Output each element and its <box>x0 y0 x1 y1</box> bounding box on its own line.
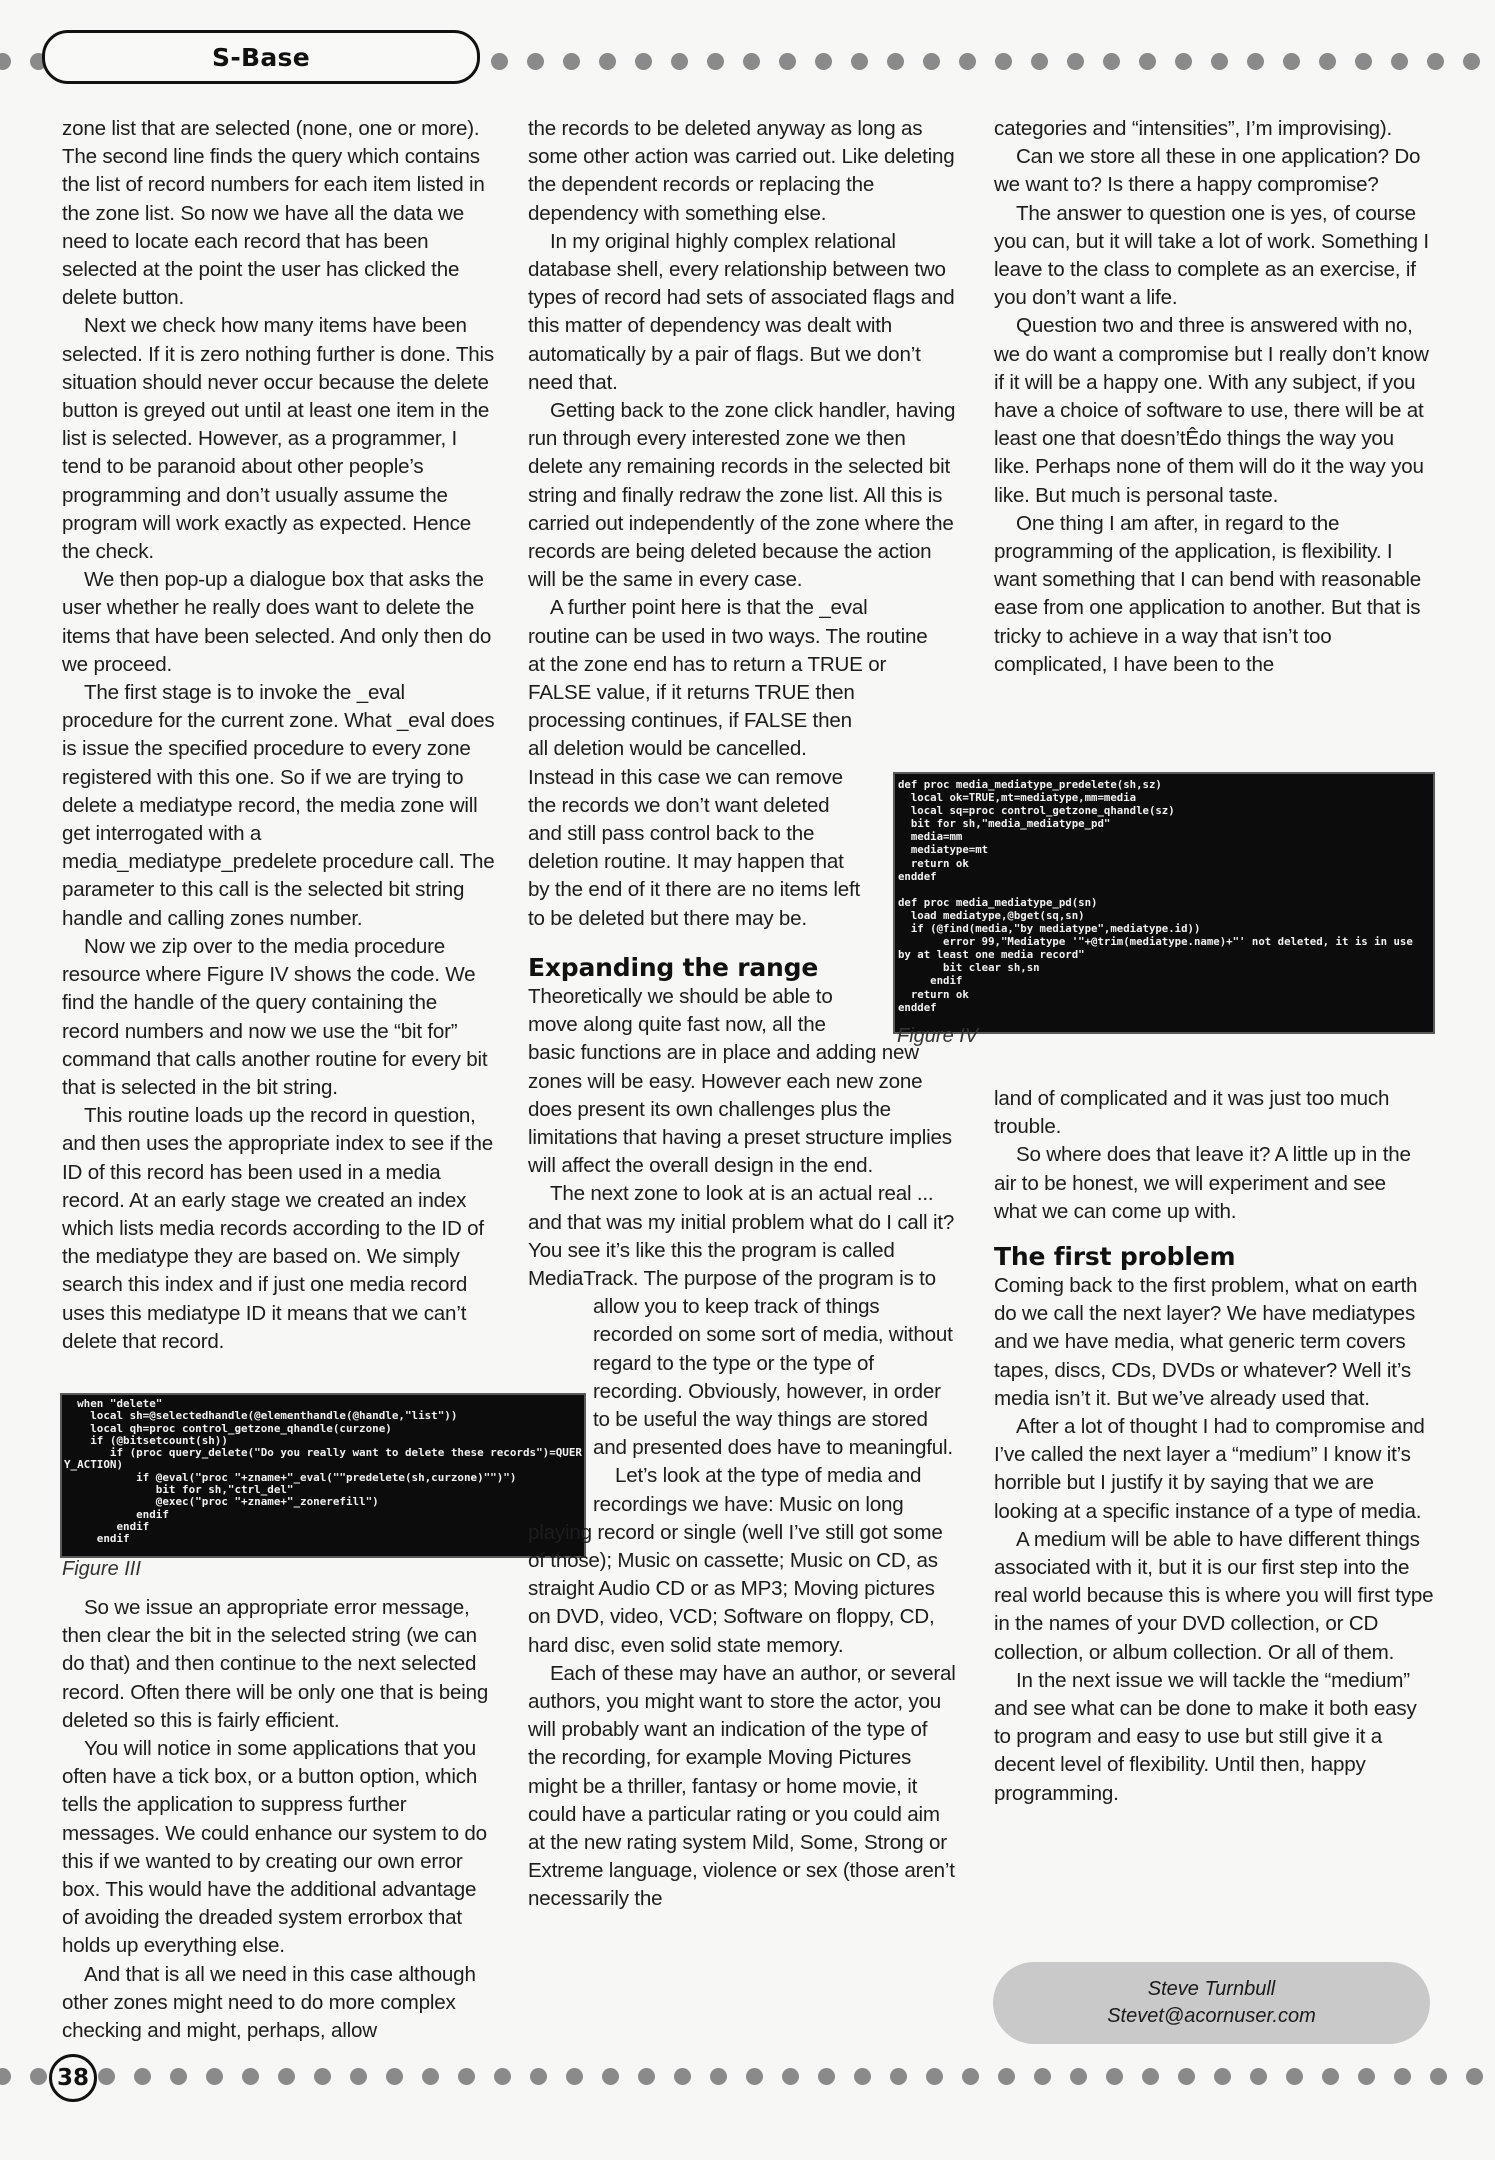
dot-ornament <box>1178 2068 1195 2085</box>
dot-ornament <box>98 2068 115 2085</box>
dot-ornament <box>1355 53 1372 70</box>
paragraph: The first stage is to invoke the _eval procedure for the current zone. What _eval does is issue the specified procedure to every zone registered with this one. So if we are trying to delete a mediatype record, the media zone will get interrogated with a media_mediatype_predelete procedure call. The parameter to this call is the selected bit string handle and calling zones number. <box>62 681 495 930</box>
dot-ornament <box>1286 2068 1303 2085</box>
code-line: bit for sh,"media_mediatype_pd" <box>898 817 1111 831</box>
dot-ornament <box>386 2068 403 2085</box>
dot-ornament <box>491 53 508 70</box>
text-line: at the zone end has to return a TRUE or <box>528 652 887 676</box>
text-line: the records we don’t want deleted <box>528 793 830 817</box>
indented-block-paragraph: allow you to keep track of things recorded on some sort of media, without regard to the type or the type of recording. Obviously, however, in order to be useful the way things are stored and presented does have to meaningful. <box>593 1295 953 1460</box>
dot-ornament <box>134 2068 151 2085</box>
left-column <box>62 115 497 1356</box>
code-line: endif <box>898 974 963 988</box>
lets-look-start: Let’s look at the type of media and <box>615 1464 922 1488</box>
text-line: by the end of it there are no items left <box>528 878 860 902</box>
code-line: local qh=proc control_getzone_qhandle(curzone) <box>64 1421 392 1435</box>
dot-ornament <box>926 2068 943 2085</box>
paragraph: A medium will be able to have different things associated with it, but it is our first step into the real world because this is where you will first type in the names of your DVD collection, or CD collection, or album collection. Or all of them. <box>994 1527 1434 1664</box>
paragraph: And that is all we need in this case although other zones might need to do more complex checking and might, perhaps, allow <box>62 1962 476 2043</box>
code-line: def proc media_mediatype_predelete(sh,sz) <box>898 778 1162 791</box>
code-line: media=mm <box>898 830 963 844</box>
paragraph: Next we check how many items have been selected. If it is zero nothing further is done. This situation should never occur because the delete button is greyed out until at least one item in the list is selected. However, as a programmer, I tend to be paranoid about other people’s programming and don’t usually assume the program will work exactly as expected. Hence the check. <box>62 314 495 564</box>
dot-ornament <box>242 2068 259 2085</box>
dot-ornament <box>1391 53 1408 70</box>
figure-3-caption: Figure III <box>62 1558 141 1580</box>
dot-ornament <box>779 53 796 70</box>
code-line: enddef <box>898 1000 937 1014</box>
code-line: local sh=@selectedhandle(@elementhandle(@handle,"list")) <box>64 1409 458 1423</box>
dot-ornament <box>815 53 832 70</box>
code-line: bit clear sh,sn <box>898 961 1040 975</box>
figure-3-code-listing <box>60 1393 586 1558</box>
code-line: mediatype=mt <box>898 843 989 857</box>
right-column-continued <box>994 1085 1434 1808</box>
paragraph: the records to be deleted anyway as long as some other action was carried out. Like deleting the dependent records or replacing the dependency with something else. <box>528 117 955 225</box>
code-line: if (@find(media,"by mediatype",mediatype.id)) <box>898 922 1201 936</box>
code-line: by at least one media record" <box>898 948 1085 962</box>
code-line: Y_ACTION) <box>64 1458 124 1472</box>
dot-ornament <box>710 2068 727 2085</box>
text-line: all deletion would be cancelled. <box>528 737 807 761</box>
dot-ornament <box>1031 53 1048 70</box>
dot-ornament <box>1394 2068 1411 2085</box>
dot-ornament <box>1067 53 1084 70</box>
dot-ornament <box>278 2068 295 2085</box>
dot-ornament <box>170 2068 187 2085</box>
dot-ornament <box>923 53 940 70</box>
dot-ornament <box>1427 53 1444 70</box>
dot-ornament <box>530 2068 547 2085</box>
section-title: S-Base <box>212 42 310 72</box>
dot-ornament <box>1211 53 1228 70</box>
dot-ornament <box>671 53 688 70</box>
code-line: if @eval("proc "+zname+"_eval(""predelete(sh,curzone)"")") <box>64 1470 517 1484</box>
heading-expanding-the-range: Expanding the range <box>528 952 819 982</box>
code-line: @exec("proc "+zname+"_zonerefill") <box>64 1495 379 1509</box>
paragraph: Question two and three is answered with no, we do want a compromise but I really don’t know if it will be a happy one. With any subject, if you have a choice of software to use, there will be at least one that doesn’tÊdo things the way you like. Perhaps none of them will do it the way you like. But much is personal taste. <box>994 314 1429 507</box>
heading-first-problem: The first problem <box>994 1242 1236 1272</box>
code-line: local ok=TRUE,mt=mediatype,mm=media <box>898 791 1137 805</box>
dot-ornament <box>635 53 652 70</box>
dot-ornament <box>1358 2068 1375 2085</box>
author-email[interactable]: Stevet@acornuser.com <box>1107 2005 1316 2027</box>
dot-ornament <box>527 53 544 70</box>
final-paragraph: Each of these may have an author, or several authors, you might want to store the actor, you will probably want an indication of the type of the recording, for example Moving Pictures might be a thriller, fantasy or home movie, it could have a particular rating or you could aim at the new rating system Mild, Some, Strong or Extreme language, violence or sex (those aren’t necessarily the <box>528 1661 956 1911</box>
text-line: move along quite fast now, all the <box>528 1013 826 1037</box>
code-line: endif <box>64 1519 150 1533</box>
dot-ornament <box>1106 2068 1123 2085</box>
paragraph: The answer to question one is yes, of course you can, but it will take a lot of work. Something I leave to the class to complete as an exercise, if you don’t want a life. <box>994 201 1429 310</box>
dot-ornament <box>995 53 1012 70</box>
dot-ornament <box>1142 2068 1159 2085</box>
paragraph: Can we store all these in one application? Do we want to? Is there a happy compromise? <box>994 145 1421 197</box>
dot-ornament <box>1319 53 1336 70</box>
paragraph: We then pop-up a dialogue box that asks the user whether he really does want to delete the items that have been selected. And only then do we proceed. <box>62 568 492 676</box>
paragraph: Getting back to the zone click handler, having run through every interested zone we then delete any remaining records in the selected bit string and finally redraw the zone list. All this is carried out independently of the zone where the records are being deleted because the action will be the same in every case. <box>528 399 956 592</box>
figure-4-code-listing <box>893 772 1435 1034</box>
dot-ornament <box>851 53 868 70</box>
text-line: A further point here is that the _eval <box>550 596 868 620</box>
paragraph: This routine loads up the record in question, and then uses the appropriate index to see if the ID of this record has been used in a media record. At an early stage we created an index which lists media records according to the ID of the mediatype they are based on. We simply search this index and if just one media record uses this mediatype ID it means that we can’t delete that record. <box>62 1104 493 1353</box>
text-line: processing continues, if FALSE then <box>528 709 852 733</box>
paragraph: land of complicated and it was just too much trouble. <box>994 1087 1390 1139</box>
lets-look-rest: playing record or single (well I’ve still got some of those); Music on cassette; Music on CD, as straight Audio CD or as MP3; Moving pictures on DVD, video, VCD; Software on floppy, CD, hard disc, even solid state memory. <box>528 1520 943 1657</box>
dot-ornament <box>1466 2068 1483 2085</box>
paragraph: You will notice in some applications that you often have a tick box, or a button option, which tells the application to suppress further messages. We could enhance our system to do this if we wanted to by creating our own error box. This would have the additional advantage of avoiding the dreaded system errorbox that holds up everything else. <box>62 1737 487 1958</box>
dot-ornament <box>638 2068 655 2085</box>
dot-ornament <box>458 2068 475 2085</box>
paragraph: In the next issue we will tackle the “medium” and see what can be done to make it both easy to program and easy to use but still give it a decent level of flexibility. Until then, happy programming. <box>994 1668 1417 1805</box>
next-zone-paragraph: The next zone to look at is an actual real ... and that was my initial problem what do I call it? You see it’s like this the program is called MediaTrack. The purpose of the program is to <box>528 1182 955 1290</box>
dot-ornament <box>0 2068 11 2085</box>
code-line: def proc media_mediatype_pd(sn) <box>898 895 1098 909</box>
page-number-text: 38 <box>56 2065 89 2091</box>
dot-ornament <box>1250 2068 1267 2085</box>
dot-ornament <box>962 2068 979 2085</box>
dot-ornament <box>1034 2068 1051 2085</box>
code-line <box>898 883 1433 896</box>
paragraph: So we issue an appropriate error message, then clear the bit in the selected string (we can do that) and then continue to the next selected record. Often there will be only one that is being deleted so this is fairly efficient. <box>62 1596 489 1732</box>
dot-ornament <box>494 2068 511 2085</box>
lets-look-indented-line: recordings we have: Music on long <box>593 1492 904 1516</box>
dot-ornament <box>1214 2068 1231 2085</box>
dot-ornament <box>746 2068 763 2085</box>
paragraph: One thing I am after, in regard to the programming of the application, is flexibility. I want something that I can bend with reasonable ease from one application to another. But that is tricky to achieve in a way that isn’t too complicated, I have been to the <box>994 511 1421 676</box>
left-column-continued <box>62 1594 497 2045</box>
dot-ornament <box>1070 2068 1087 2085</box>
dot-ornament <box>566 2068 583 2085</box>
dot-ornament <box>887 53 904 70</box>
dot-ornament <box>818 2068 835 2085</box>
dot-ornament <box>1430 2068 1447 2085</box>
dot-ornament <box>854 2068 871 2085</box>
expanding-paragraph-rest: basic functions are in place and adding new zones will be easy. However each new zone does present its own challenges plus the limitations that having a preset structure implies will affect the overall design in the end. <box>528 1041 952 1178</box>
text-line: to be deleted but there may be. <box>528 906 807 930</box>
code-line: load mediatype,@bget(sq,sn) <box>898 908 1085 922</box>
text-line: FALSE value, if it returns TRUE then <box>528 681 855 705</box>
dot-ornament <box>1175 53 1192 70</box>
code-line: return ok <box>898 987 969 1001</box>
dot-ornament <box>707 53 724 70</box>
text-line: routine can be used in two ways. The routine <box>528 624 928 648</box>
author-byline <box>993 1962 1430 2044</box>
dot-ornament <box>206 2068 223 2085</box>
dot-ornament <box>1283 53 1300 70</box>
dot-ornament <box>674 2068 691 2085</box>
dot-ornament <box>30 2068 47 2085</box>
dot-ornament <box>602 2068 619 2085</box>
text-line: and still pass control back to the <box>528 822 815 846</box>
dot-ornament <box>422 2068 439 2085</box>
dot-ornament <box>1463 53 1480 70</box>
paragraph: So where does that leave it? A little up in the air to be honest, we will experiment and see what we can come up with. <box>994 1143 1411 1223</box>
code-line: if (@bitsetcount(sh)) <box>64 1433 228 1447</box>
dot-ornament <box>314 2068 331 2085</box>
paragraph: categories and “intensities”, I’m improvising). <box>994 117 1393 140</box>
page-number <box>49 2054 97 2102</box>
dot-ornament <box>782 2068 799 2085</box>
code-line: endif <box>64 1532 130 1546</box>
author-name: Steve Turnbull <box>1147 1978 1276 2000</box>
paragraph: After a lot of thought I had to compromise and I’ve called the next layer a “medium” I know it’s horrible but I justify it by saying that we are looking at a specific instance of a type of media. <box>994 1415 1425 1523</box>
dot-ornament <box>1247 53 1264 70</box>
paragraph: zone list that are selected (none, one or more). The second line finds the query which contains the list of record numbers for each item listed in the zone list. So now we have all the data we need to locate each record that has been selected at the point the user has clicked the delete button. <box>62 117 485 310</box>
dot-ornament <box>1322 2068 1339 2085</box>
code-line: return ok <box>898 856 969 870</box>
dot-ornament <box>1103 53 1120 70</box>
code-line: local sq=proc control_getzone_qhandle(sz) <box>898 804 1175 818</box>
paragraph: Coming back to the first problem, what on earth do we call the next layer? We have mediatypes and we have media, what generic term covers tapes, discs, CDs, DVDs or whatever? Well it’s media isn’t it. But we’ve already used that. <box>994 1274 1418 1410</box>
text-line: Instead in this case we can remove <box>528 765 843 789</box>
right-column <box>994 115 1434 679</box>
dot-ornament <box>890 2068 907 2085</box>
dot-ornament <box>350 2068 367 2085</box>
header-dot-band-right <box>491 50 1495 72</box>
dot-ornament <box>743 53 760 70</box>
dot-ornament <box>998 2068 1015 2085</box>
paragraph: Now we zip over to the media procedure resource where Figure IV shows the code. We find the handle of the query containing the record numbers and now we use the “bit for” command that calls another routine for every bit that is selected in the bit string. <box>62 934 488 1099</box>
dot-ornament <box>0 53 11 70</box>
dot-ornament <box>1139 53 1156 70</box>
figure-4-caption: Figure IV <box>897 1025 979 1047</box>
code-line: when "delete" <box>64 1397 163 1410</box>
footer-dot-band-right <box>98 2065 1495 2087</box>
paragraph: In my original highly complex relational database shell, every relationship between two types of record had sets of associated flags and this matter of dependency was dealt with automatically by a pair of flags. But we don’t need that. <box>528 229 955 394</box>
dot-ornament <box>959 53 976 70</box>
text-line: Theoretically we should be able to <box>528 984 833 1008</box>
code-line: error 99,"Mediatype '"+@trim(mediatype.name)+"' not deleted, it is in use <box>898 935 1413 949</box>
code-line: endif <box>64 1507 169 1521</box>
text-line: deletion routine. It may happen that <box>528 850 844 874</box>
section-header-pill <box>42 30 480 84</box>
dot-ornament <box>599 53 616 70</box>
code-line: if (proc query_delete("Do you really want to delete these records")=QUER <box>64 1446 582 1460</box>
code-line: bit for sh,"ctrl_del" <box>64 1483 294 1497</box>
dot-ornament <box>563 53 580 70</box>
code-line: enddef <box>898 869 937 883</box>
